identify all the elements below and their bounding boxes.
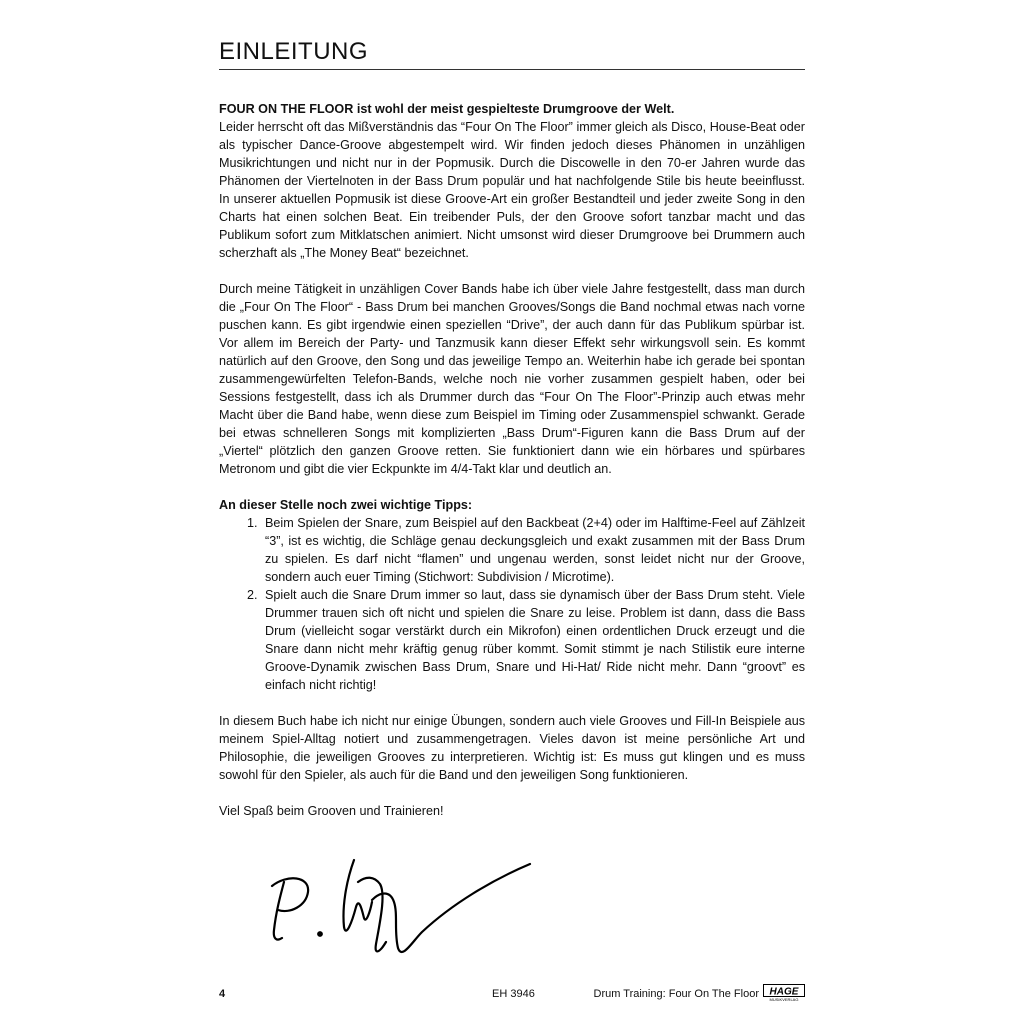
tips-list [219,514,805,694]
svg-text:MUSIKVERLAG: MUSIKVERLAG [769,997,799,1002]
tip-item: 1. Beim Spielen der Snare, zum Beispiel auf den Backbeat (2+4) oder im Halftime-Feel auf Zählzeit “3”, ist es wichtig, die Schläge genau deckungsgleich und exakt zusammen mit der Bass Drum zu spielen. Es darf nicht “flamen” und ungenau werden, sonst leidet nicht nur der Groove, sondern auch euer Timing (Stichwort: Subdivision / Microtime). [261,514,805,586]
edition-number: EH 3946 [492,988,535,1000]
body-text [219,100,805,820]
page-footer [219,984,805,1004]
svg-text:HAGE: HAGE [769,986,799,998]
paragraph-book: In diesem Buch habe ich nicht nur einige Übungen, sondern auch viele Grooves und Fill-In Beispiele aus meinem Spiel-Alltag notiert und zusammengetragen. Vieles davon ist meine persönliche Art und Philosophie, die jeweiligen Grooves zu interpretieren. Wichtig ist: Es muss gut klingen und es muss sowohl für den Spieler, als auch für die Band und den jeweiligen Song funktionieren. [219,714,805,782]
tip-item: 2. Spielt auch die Snare Drum immer so laut, dass sie dynamisch über der Bass Drum steht. Viele Drummer trauen sich oft nicht und spielen die Snare zu leise. Problem ist dann, dass die Bass Drum (vielleicht sogar verstärkt durch ein Mikrofon) einen ordentlichen Druck erzeugt und die Snare dann nicht mehr kräftig genug rüber kommt. Somit stimmt je nach Stilistik eure interne Groove-Dynamik zwischen Bass Drum, Snare und Hi-Hat/ Ride nicht mehr. Dann “groovt” es einfach nicht richtig! [261,586,805,694]
publisher-logo [763,984,805,1002]
book-title: Drum Training: Four On The Floor [593,988,759,1000]
tips-heading: An dieser Stelle noch zwei wichtige Tipps: [219,498,473,512]
lead-sentence: FOUR ON THE FLOOR ist wohl der meist gespielteste Drumgroove der Welt. [219,102,675,116]
paragraph-cover-bands: Durch meine Tätigkeit in unzähligen Cover Bands habe ich über viele Jahre festgestellt, dass man durch die „Four On The Floor“ - Bass Drum bei manchen Grooves/Songs die Band nochmal etwas nach vorne puschen kann. Es gibt irgendwie einen speziellen “Drive”, der auch dann für das Publikum spürbar ist. Vor allem im Bereich der Party- und Tanzmusik kann dieser Effekt sehr wirkungsvoll sein. Es kommt natürlich auf den Groove, den Song und das jeweilige Tempo an. Weiterhin habe ich gerade bei spontan zusammengewürfelten Telefon-Bands, welche noch nie vorher zusammen gespielt haben, oder bei Sessions festgestellt, dass ich als Drummer durch das “Four On The Floor”-Prinzip auch etwas mehr Macht über die Band habe, wenn diese zum Beispiel im Timing oder Zusammenspiel schwankt. Gerade bei etwas schnelleren Songs mit komplizierten „Bass Drum“-Figuren kann die Bass Drum auf der „Viertel“ plötzlich den ganzen Groove retten. Sie funktioniert dann wie ein hörbares und spürbares Metronom und gibt die vier Eckpunkte im 4/4-Takt klar und deutlich an. [219,282,805,476]
paragraph-intro: Leider herrscht oft das Mißverständnis das “Four On The Floor” immer gleich als Disco, House-Beat oder als typischer Dance-Groove abgestempelt wird. Wir finden jedoch dieses Phänomen in unzähligen Musikrichtungen und nicht nur in der Popmusik. Durch die Discowelle in den 70-er Jahren wurde das Phänomen der Viertelnoten in der Bass Drum populär und hat nachfolgende Stile bis heute beeinflusst. In unserer aktuellen Popmusik ist diese Groove-Art ein großer Bestandteil und jeder zweite Song in den Charts hat einen solchen Beat. Ein treibender Puls, der den Groove sofort tanzbar macht und das Publikum sofort zum Mitklatschen animiert. Nicht umsonst wird dieser Drumgroove bei Drummern auch scherzhaft als „The Money Beat“ bezeichnet. [219,120,805,260]
closing-line: Viel Spaß beim Grooven und Trainieren! [219,804,444,818]
page-number: 4 [219,988,226,1000]
signature-image [262,852,542,972]
page-title: EINLEITUNG [219,38,805,70]
